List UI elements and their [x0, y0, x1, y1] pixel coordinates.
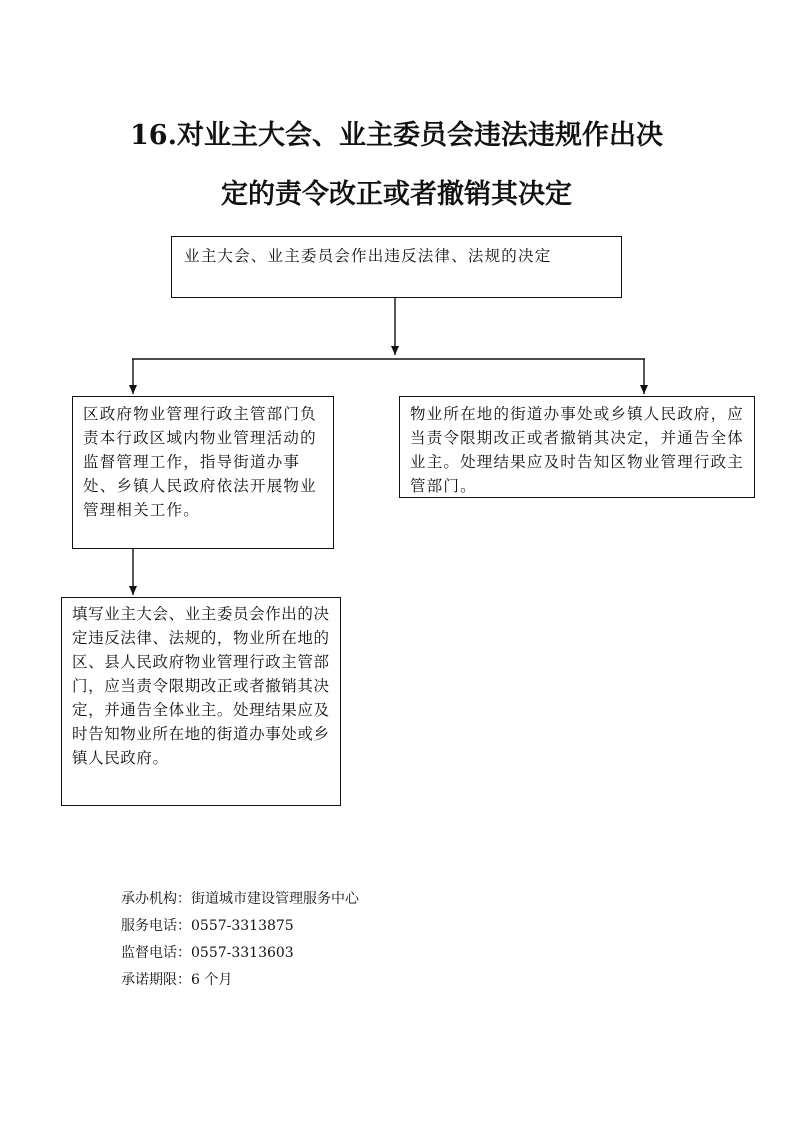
info-supervision-phone: 监督电话：0557-3313603 — [121, 945, 294, 961]
info-service-phone: 服务电话：0557-3313875 — [121, 918, 294, 934]
flow-box-violation-decision: 业主大会、业主委员会作出违反法律、法规的决定 — [171, 236, 622, 298]
flow-box-county-authority: 填写业主大会、业主委员会作出的决定违反法律、法规的，物业所在地的区、县人民政府物业管理行政主管部门，应当责令限期改正或者撤销其决定，并通告全体业主。处理结果应及时告知物业所在地的街道办事处或乡镇人民政府。 — [61, 597, 341, 806]
page-title-line-2: 定的责令改正或者撤销其决定 — [221, 179, 572, 210]
page-title-line-1: 16.对业主大会、业主委员会违法违规作出决 — [130, 120, 663, 151]
flow-box-street-office: 物业所在地的街道办事处或乡镇人民政府，应当责令限期改正或者撤销其决定，并通告全体业主。处理结果应及时告知区物业管理行政主管部门。 — [399, 396, 755, 498]
info-handling-agency: 承办机构：街道城市建设管理服务中心 — [121, 891, 359, 907]
flow-box-district-authority: 区政府物业管理行政主管部门负责本行政区域内物业管理活动的监督管理工作，指导街道办事处、乡镇人民政府依法开展物业管理相关工作。 — [72, 396, 334, 549]
info-commitment-period: 承诺期限：6 个月 — [121, 972, 233, 988]
